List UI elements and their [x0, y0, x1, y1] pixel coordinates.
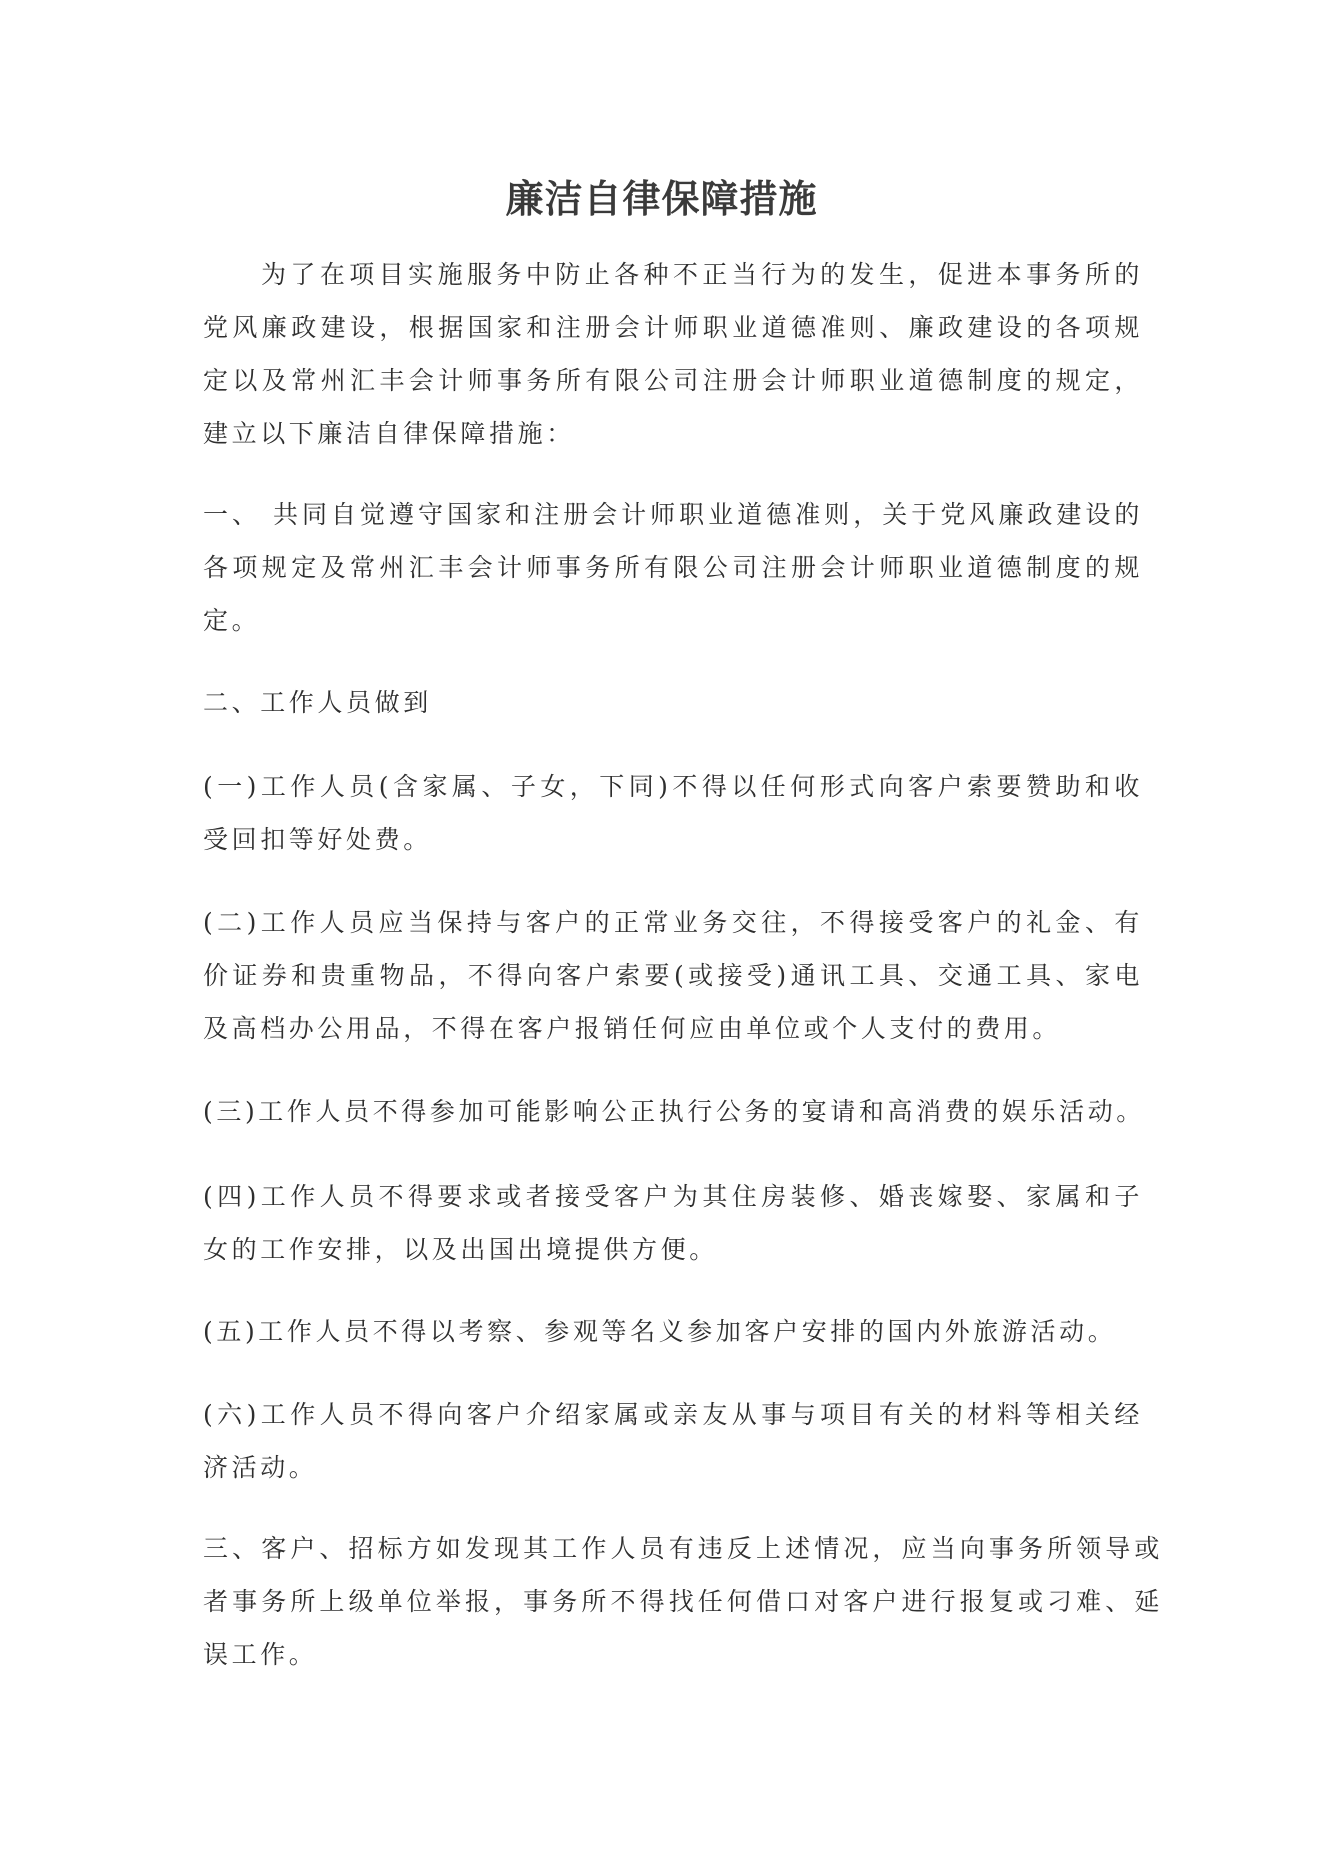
item-4-paragraph: (四)工作人员不得要求或者接受客户为其住房装修、婚丧嫁娶、家属和子女的工作安排，以及出国出境提供方便。 [203, 1182, 1143, 1264]
item-3-paragraph: (三)工作人员不得参加可能影响公正执行公务的宴请和高消费的娱乐活动。 [203, 1097, 1145, 1126]
section-one-block [203, 488, 1143, 647]
item-1-paragraph: (一)工作人员(含家属、子女，下同)不得以任何形式向客户索要赞助和收受回扣等好处费。 [203, 772, 1143, 854]
section-two-heading-block [203, 676, 1143, 729]
item-2-paragraph: (二)工作人员应当保持与客户的正常业务交往，不得接受客户的礼金、有价证券和贵重物品，不得向客户索要(或接受)通讯工具、交通工具、家电及高档办公用品，不得在客户报销任何应由单位或个人支付的费用。 [203, 908, 1143, 1043]
item-1-block [203, 760, 1143, 866]
intro-paragraph: 为了在项目实施服务中防止各种不正当行为的发生，促进本事务所的党风廉政建设，根据国家和注册会计师职业道德准则、廉政建设的各项规定以及常州汇丰会计师事务所有限公司注册会计师职业道德制度的规定，建立以下廉洁自律保障措施： [203, 260, 1143, 448]
item-6-block [203, 1388, 1143, 1494]
item-3-block [203, 1085, 1183, 1138]
section-one-paragraph: 一、 共同自觉遵守国家和注册会计师职业道德准则，关于党风廉政建设的各项规定及常州汇丰会计师事务所有限公司注册会计师职业道德制度的规定。 [203, 500, 1143, 635]
item-6-paragraph: (六)工作人员不得向客户介绍家属或亲友从事与项目有关的材料等相关经济活动。 [203, 1400, 1143, 1482]
item-2-block [203, 896, 1143, 1055]
intro-paragraph-block [203, 248, 1143, 460]
section-two-heading: 二、工作人员做到 [203, 688, 432, 717]
document-title: 廉洁自律保障措施 [505, 177, 818, 221]
item-5-paragraph: (五)工作人员不得以考察、参观等名义参加客户安排的国内外旅游活动。 [203, 1317, 1117, 1346]
item-4-block [203, 1170, 1143, 1276]
section-three-paragraph: 三、客户、招标方如发现其工作人员有违反上述情况，应当向事务所领导或者事务所上级单位举报，事务所不得找任何借口对客户进行报复或刁难、延误工作。 [203, 1534, 1163, 1669]
item-5-block [203, 1305, 1143, 1358]
section-three-block [203, 1522, 1163, 1681]
